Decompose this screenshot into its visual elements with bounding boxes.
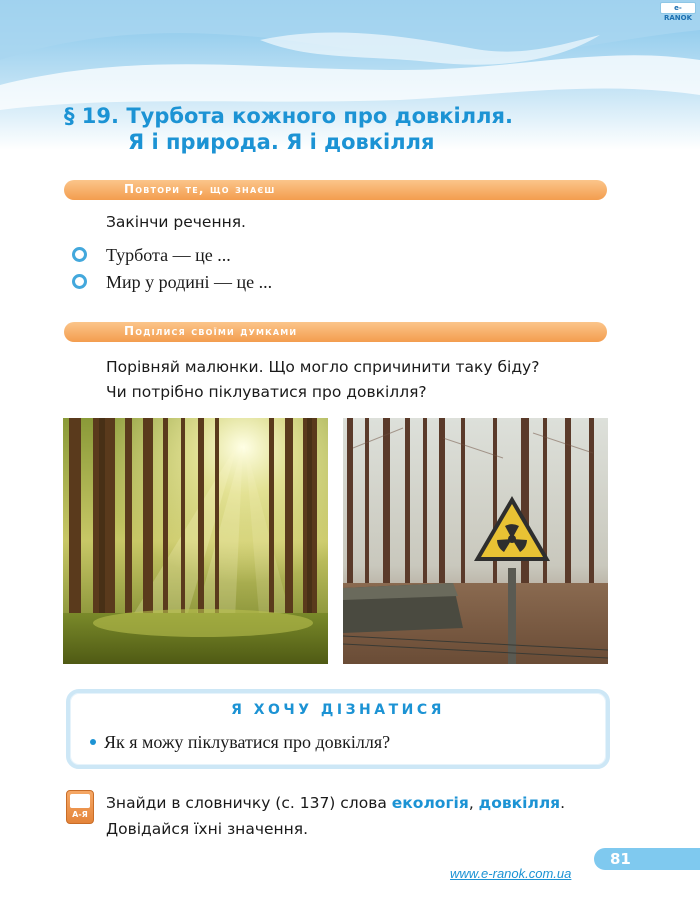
i-want-to-know-box <box>66 689 610 769</box>
section-label-share: Поділися своїми думками <box>124 324 298 338</box>
title-line-2: Я і природа. Я і довкілля <box>128 130 435 154</box>
task-period: . <box>560 794 566 812</box>
instruction-finish-sentence: Закінчи речення. <box>106 213 246 231</box>
task-comma: , <box>468 794 479 812</box>
dictionary-icon-label: А-Я <box>72 810 88 819</box>
bullet-ring-icon <box>72 247 87 262</box>
publisher-website-link[interactable]: www.e-ranok.com.ua <box>450 866 572 881</box>
term-ecology: екологія <box>391 794 469 812</box>
list-item-text: Турбота — це ... <box>106 245 231 265</box>
photo-radiation-forest <box>343 418 608 664</box>
title-line-1: § 19. Турбота кожного про довкілля. <box>64 104 513 128</box>
page-number-tab <box>594 848 700 870</box>
photo-sunlit-forest <box>63 418 328 664</box>
dictionary-task <box>106 790 626 842</box>
dictionary-book-icon <box>66 790 94 824</box>
publisher-logo: e-RANOK <box>660 2 696 14</box>
want-to-know-item <box>90 729 390 755</box>
section-band-share <box>64 322 607 342</box>
want-to-know-heading: Я ХОЧУ ДІЗНАТИСЯ <box>231 702 445 718</box>
section-label-repeat: Повтори те, що знаєш <box>124 182 276 196</box>
bullet-ring-icon <box>72 274 87 289</box>
instruction-compare-pictures <box>106 355 626 405</box>
page-number: 81 <box>610 850 631 868</box>
list-item <box>72 270 372 294</box>
section-band-repeat <box>64 180 607 200</box>
compare-line-1: Порівняй малюнки. Що могло спричинити таку біду? <box>106 358 540 376</box>
bullet-dot-icon <box>90 739 96 745</box>
want-to-know-item-text: Як я можу піклуватися про довкілля? <box>104 732 391 752</box>
page-title <box>64 103 624 155</box>
task-text-before: Знайди в словничку (с. 137) слова <box>106 794 392 812</box>
term-environment: довкілля <box>478 794 561 812</box>
compare-line-2: Чи потрібно піклуватися про довкілля? <box>106 383 427 401</box>
task-line-2: Довідайся їхні значення. <box>106 820 309 838</box>
list-item <box>72 243 372 267</box>
list-item-text: Мир у родині — це ... <box>106 272 273 292</box>
